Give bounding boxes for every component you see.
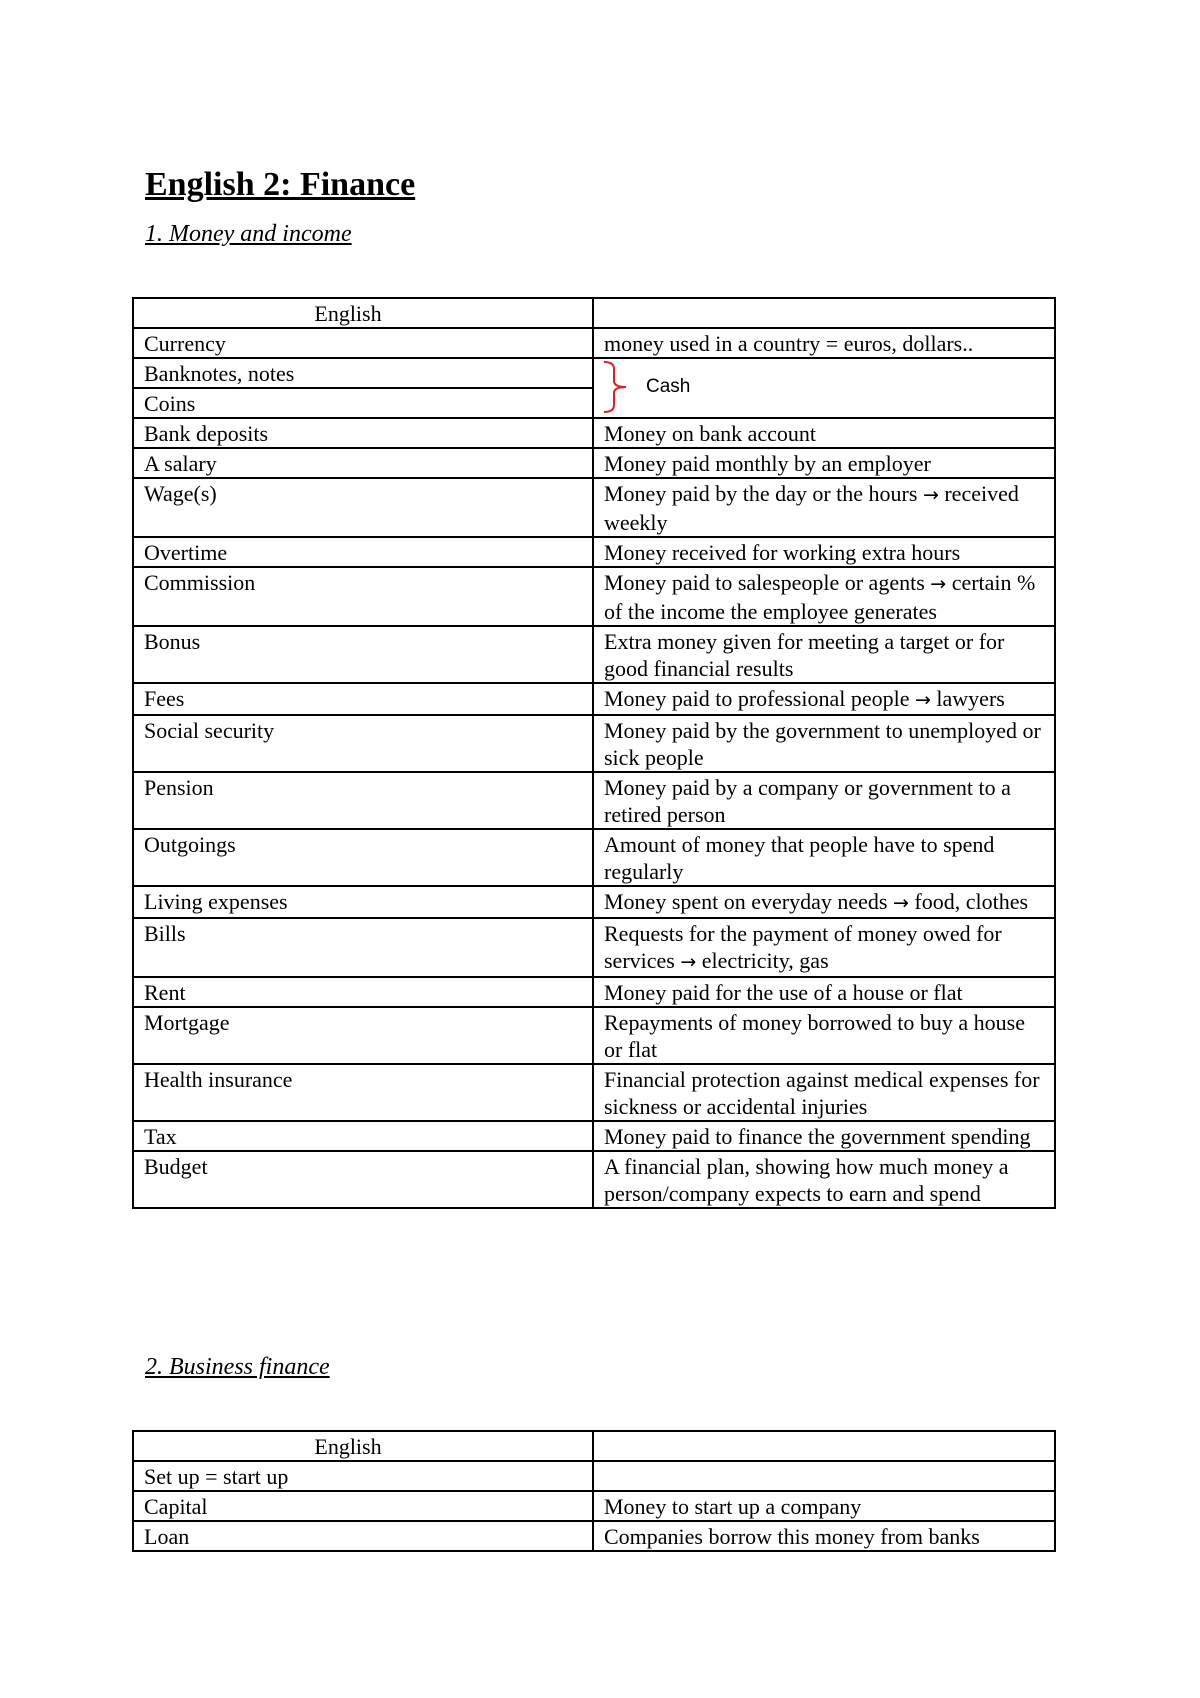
term: Health insurance bbox=[133, 1064, 593, 1121]
header-definition bbox=[593, 298, 1055, 328]
cash-bracket-annotation bbox=[602, 359, 628, 415]
term: Currency bbox=[133, 328, 593, 358]
definition: Financial protection against medical expenses for sickness or accidental injuries bbox=[593, 1064, 1055, 1121]
term: Bills bbox=[133, 918, 593, 977]
definition-text-after: received weekly bbox=[604, 481, 1019, 535]
definition bbox=[593, 918, 1055, 977]
definition: Money on bank account bbox=[593, 418, 1055, 448]
term: Living expenses bbox=[133, 886, 593, 918]
definition: Companies borrow this money from banks bbox=[593, 1521, 1055, 1551]
page-title: English 2: Finance bbox=[145, 166, 416, 203]
table-row bbox=[133, 977, 1055, 1007]
table-row bbox=[133, 478, 1055, 537]
definition-text: Requests for the payment of money owed for services bbox=[604, 921, 1002, 973]
table-row bbox=[133, 886, 1055, 918]
definition-text-after: certain % of the income the employee generates bbox=[604, 570, 1036, 624]
business-finance-table bbox=[132, 1430, 1056, 1552]
term: Overtime bbox=[133, 537, 593, 567]
term: Outgoings bbox=[133, 829, 593, 886]
definition: Money paid monthly by an employer bbox=[593, 448, 1055, 478]
arrow-right-icon: → bbox=[680, 951, 697, 973]
table-row bbox=[133, 448, 1055, 478]
term: A salary bbox=[133, 448, 593, 478]
table-row bbox=[133, 328, 1055, 358]
section-1-heading: 1. Money and income bbox=[145, 221, 352, 247]
table-row bbox=[133, 1491, 1055, 1521]
definition bbox=[593, 683, 1055, 715]
table-row bbox=[133, 683, 1055, 715]
term: Wage(s) bbox=[133, 478, 593, 537]
section-2-heading: 2. Business finance bbox=[145, 1354, 330, 1380]
term: Commission bbox=[133, 567, 593, 626]
header-english: English bbox=[133, 298, 593, 328]
definition: Money to start up a company bbox=[593, 1491, 1055, 1521]
definition-text-after: lawyers bbox=[936, 686, 1005, 711]
definition-text: Money paid to salespeople or agents bbox=[604, 570, 925, 595]
definition-text-after: food, clothes bbox=[914, 889, 1029, 914]
term: Social security bbox=[133, 715, 593, 772]
term: Capital bbox=[133, 1491, 593, 1521]
table-row bbox=[133, 1151, 1055, 1208]
definition: Money paid to finance the government spending bbox=[593, 1121, 1055, 1151]
definition bbox=[593, 567, 1055, 626]
term: Set up = start up bbox=[133, 1461, 593, 1491]
money-income-table bbox=[132, 297, 1056, 1209]
table-row bbox=[133, 918, 1055, 977]
definition: Amount of money that people have to spend regularly bbox=[593, 829, 1055, 886]
definition bbox=[593, 478, 1055, 537]
term: Bank deposits bbox=[133, 418, 593, 448]
table-row bbox=[133, 715, 1055, 772]
definition: Money paid for the use of a house or flat bbox=[593, 977, 1055, 1007]
table-row bbox=[133, 1121, 1055, 1151]
term: Tax bbox=[133, 1121, 593, 1151]
definition: money used in a country = euros, dollars.. bbox=[593, 328, 1055, 358]
term: Rent bbox=[133, 977, 593, 1007]
table-row bbox=[133, 772, 1055, 829]
term: Coins bbox=[133, 388, 593, 418]
definition: A financial plan, showing how much money a person/company expects to earn and spend bbox=[593, 1151, 1055, 1208]
definition bbox=[593, 1461, 1055, 1491]
table-row bbox=[133, 358, 1055, 388]
arrow-right-icon: → bbox=[930, 573, 947, 595]
definition bbox=[593, 886, 1055, 918]
definition-text: Money paid by the day or the hours bbox=[604, 481, 918, 506]
table-row bbox=[133, 1521, 1055, 1551]
definition-text-after: electricity, gas bbox=[701, 948, 829, 973]
arrow-right-icon: → bbox=[892, 892, 909, 914]
term: Pension bbox=[133, 772, 593, 829]
bracket-line bbox=[604, 362, 626, 412]
term: Bonus bbox=[133, 626, 593, 683]
term: Mortgage bbox=[133, 1007, 593, 1064]
table-row bbox=[133, 537, 1055, 567]
arrow-right-icon: → bbox=[915, 689, 931, 711]
table-row bbox=[133, 1461, 1055, 1491]
definition: Repayments of money borrowed to buy a house or flat bbox=[593, 1007, 1055, 1064]
table-row bbox=[133, 567, 1055, 626]
table-header-row bbox=[133, 298, 1055, 328]
header-english: English bbox=[133, 1431, 593, 1461]
table-row bbox=[133, 1064, 1055, 1121]
term: Budget bbox=[133, 1151, 593, 1208]
definition: Money paid by the government to unemployed or sick people bbox=[593, 715, 1055, 772]
definition: Extra money given for meeting a target or for good financial results bbox=[593, 626, 1055, 683]
table-row bbox=[133, 626, 1055, 683]
cash-annotation-cell bbox=[593, 358, 1055, 418]
term: Banknotes, notes bbox=[133, 358, 593, 388]
term: Fees bbox=[133, 683, 593, 715]
table-row bbox=[133, 418, 1055, 448]
arrow-right-icon: → bbox=[922, 484, 939, 506]
table-row bbox=[133, 1007, 1055, 1064]
header-definition bbox=[593, 1431, 1055, 1461]
definition: Money received for working extra hours bbox=[593, 537, 1055, 567]
definition: Money paid by a company or government to a retired person bbox=[593, 772, 1055, 829]
term: Loan bbox=[133, 1521, 593, 1551]
table-row bbox=[133, 829, 1055, 886]
cash-label: Cash bbox=[646, 376, 691, 397]
definition-text: Money paid to professional people bbox=[604, 686, 910, 711]
definition-text: Money spent on everyday needs bbox=[604, 889, 888, 914]
table-header-row bbox=[133, 1431, 1055, 1461]
